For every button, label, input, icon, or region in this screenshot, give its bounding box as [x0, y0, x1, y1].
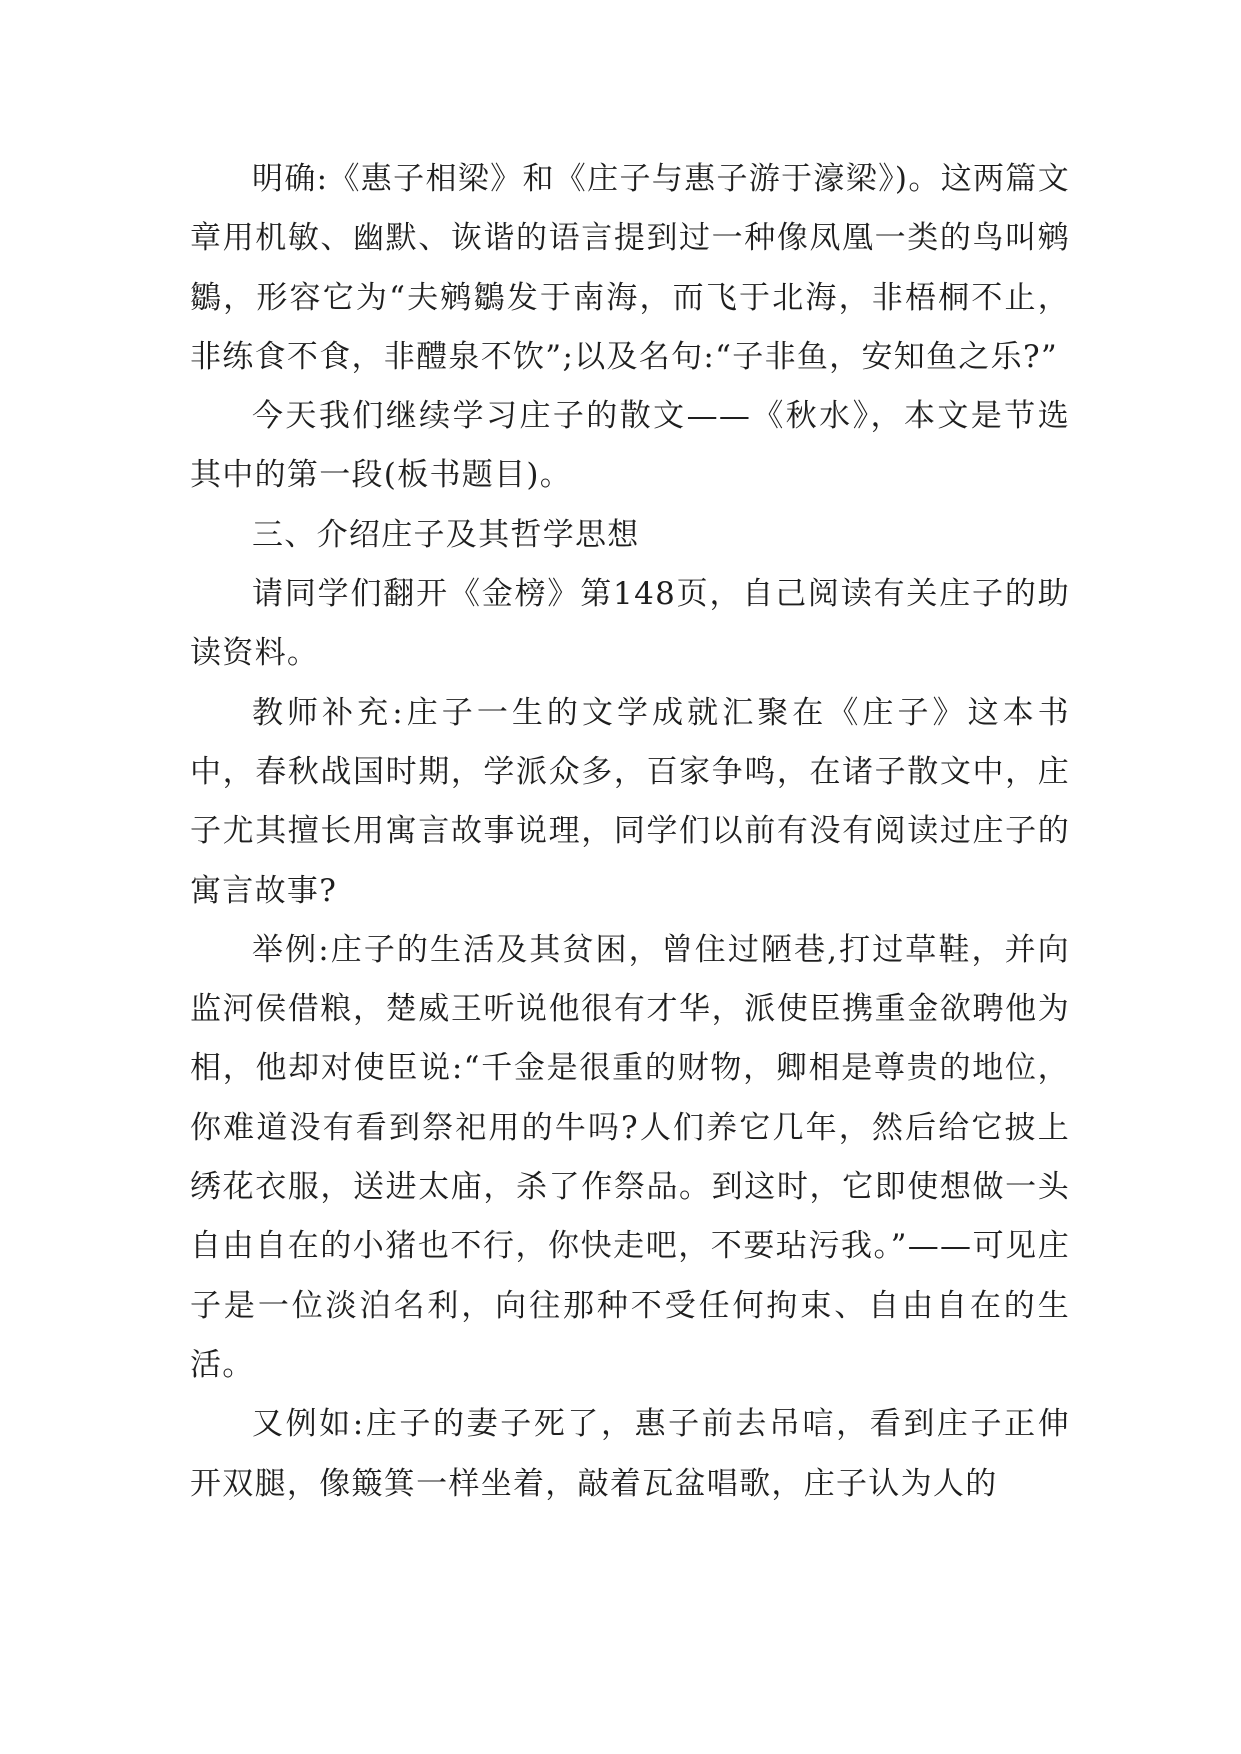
paragraph-teacher-supplement: 教师补充:庄子一生的文学成就汇聚在《庄子》这本书中，春秋战国时期，学派众多，百家争鸣，在诸子散文中，庄子尤其擅长用寓言故事说理，同学们以前有没有阅读过庄子的寓言故事? [190, 694, 1070, 909]
paragraph-example-one: 举例:庄子的生活及其贫困，曾住过陋巷,打过草鞋，并向监河侯借粮，楚威王听说他很有才华，派使臣携重金欲聘他为相，他却对使臣说:“千金是很重的财物，卿相是尊贵的地位，你难道没有看到祭祀用的牛吗?人们养它几年，然后给它披上绣花衣服，送进太庙，杀了作祭品。到这时，它即使想做一头自由自在的小猪也不行，你快走吧，不要玷污我。”——可见庄子是一位淡泊名利，向往那种不受任何拘束、自由自在的生活。 [190, 931, 1070, 1383]
document-body [190, 150, 1070, 1514]
section-heading-zhuangzi: 三、介绍庄子及其哲学思想 [252, 516, 640, 553]
paragraph-answer-intro: 明确:《惠子相梁》和《庄子与惠子游于濠梁》)。这两篇文章用机敏、幽默、诙谐的语言提到过一种像凤凰一类的鸟叫鹓鶵，形容它为“夫鹓鶵发于南海，而飞于北海，非梧桐不止，非练食不食，非醴泉不饮”;以及名句:“子非鱼，安知鱼之乐?” [190, 161, 1070, 375]
paragraph-lesson-intro: 今天我们继续学习庄子的散文——《秋水》，本文是节选其中的第一段(板书题目)。 [190, 398, 1070, 494]
paragraph-reading-assignment: 请同学们翻开《金榜》第148页，自己阅读有关庄子的助读资料。 [190, 576, 1070, 672]
paragraph-example-two: 又例如:庄子的妻子死了，惠子前去吊唁，看到庄子正伸开双腿，像簸箕一样坐着，敲着瓦盆唱歌，庄子认为人的 [190, 1406, 1070, 1502]
